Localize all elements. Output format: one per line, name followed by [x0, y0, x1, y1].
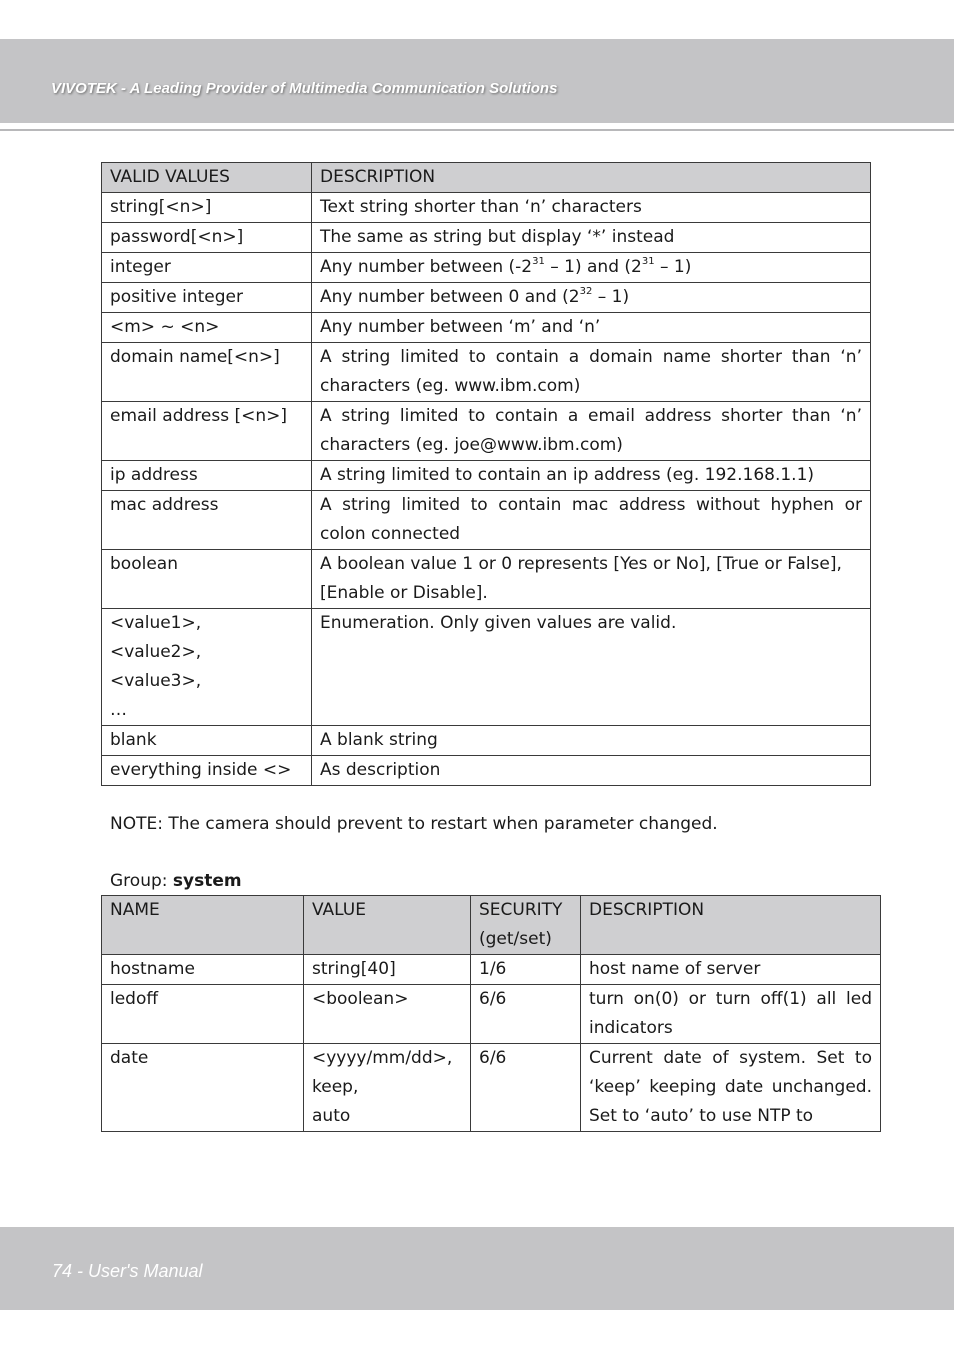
- column-header: DESCRIPTION: [581, 896, 881, 955]
- description-cell: A boolean value 1 or 0 represents [Yes or No], [True or False], [Enable or Disable].: [312, 550, 871, 609]
- table-row: [102, 491, 871, 550]
- group-name: system: [172, 871, 242, 891]
- value-cell: <yyyy/mm/dd>, keep, auto: [304, 1044, 471, 1132]
- description-cell: Text string shorter than ‘n’ characters: [312, 193, 871, 223]
- table-row: [102, 343, 871, 402]
- description-cell: A string limited to contain a domain name shorter than ‘n’ characters (eg. www.ibm.com): [312, 343, 871, 402]
- value-cell: password[<n>]: [102, 223, 312, 253]
- description-cell: host name of server: [581, 955, 881, 985]
- table-row: [102, 726, 871, 756]
- description-cell: Enumeration. Only given values are valid.: [312, 609, 871, 726]
- table-header-row: [102, 896, 881, 955]
- value-cell: email address [<n>]: [102, 402, 312, 461]
- value-cell: <value1>, <value2>, <value3>, …: [102, 609, 312, 726]
- footer-page-label: 74 - User's Manual: [52, 1261, 203, 1281]
- table-row: [102, 253, 871, 283]
- value-cell: everything inside <>: [102, 756, 312, 786]
- description-cell: As description: [312, 756, 871, 786]
- value-cell: ip address: [102, 461, 312, 491]
- name-cell: hostname: [102, 955, 304, 985]
- header-title: VIVOTEK - A Leading Provider of Multimedia Communication Solutions: [51, 80, 558, 97]
- system-group-table: [101, 895, 881, 1132]
- group-heading: [110, 868, 242, 894]
- table-row: [102, 313, 871, 343]
- description-cell: A string limited to contain mac address without hyphen or colon connected: [312, 491, 871, 550]
- security-cell: 6/6: [471, 985, 581, 1044]
- description-cell: Current date of system. Set to ‘keep’ keeping date unchanged. Set to ‘auto’ to use NTP to: [581, 1044, 881, 1132]
- name-cell: date: [102, 1044, 304, 1132]
- value-cell: <m> ~ <n>: [102, 313, 312, 343]
- table-row: [102, 402, 871, 461]
- table-row: [102, 955, 881, 985]
- description-cell: A string limited to contain a email address shorter than ‘n’ characters (eg. joe@www.ibm.com): [312, 402, 871, 461]
- value-cell: boolean: [102, 550, 312, 609]
- table-row: [102, 193, 871, 223]
- column-header: SECURITY (get/set): [471, 896, 581, 955]
- value-cell: string[40]: [304, 955, 471, 985]
- name-cell: ledoff: [102, 985, 304, 1044]
- table-row: [102, 985, 881, 1044]
- table-row: [102, 550, 871, 609]
- column-header: VALID VALUES: [102, 163, 312, 193]
- description-cell: Any number between $(-2^{31} - 1)$ and $(2^{31} - 1)$: [312, 253, 871, 283]
- table-row: [102, 461, 871, 491]
- description-cell: A blank string: [312, 726, 871, 756]
- note-text: NOTE: The camera should prevent to restart when parameter changed.: [110, 814, 718, 834]
- description-cell: Any number between ‘m’ and ‘n’: [312, 313, 871, 343]
- column-header: NAME: [102, 896, 304, 955]
- table-row: [102, 223, 871, 253]
- security-cell: 1/6: [471, 955, 581, 985]
- value-cell: string[<n>]: [102, 193, 312, 223]
- valid-values-table: [101, 162, 871, 786]
- security-cell: 6/6: [471, 1044, 581, 1132]
- value-cell: mac address: [102, 491, 312, 550]
- description-cell: Any number between 0 and $(2^{32} - 1)$: [312, 283, 871, 313]
- table-row: [102, 756, 871, 786]
- table-row: [102, 283, 871, 313]
- value-cell: blank: [102, 726, 312, 756]
- group-label: Group:: [110, 871, 168, 891]
- column-header: DESCRIPTION: [312, 163, 871, 193]
- value-cell: <boolean>: [304, 985, 471, 1044]
- table-row: [102, 609, 871, 726]
- column-header: VALUE: [304, 896, 471, 955]
- value-cell: positive integer: [102, 283, 312, 313]
- table-header-row: [102, 163, 871, 193]
- value-cell: domain name[<n>]: [102, 343, 312, 402]
- table-row: [102, 1044, 881, 1132]
- header-divider: [0, 129, 954, 131]
- description-cell: The same as string but display ‘*’ instead: [312, 223, 871, 253]
- value-cell: integer: [102, 253, 312, 283]
- description-cell: A string limited to contain an ip address (eg. 192.168.1.1): [312, 461, 871, 491]
- description-cell: turn on(0) or turn off(1) all led indicators: [581, 985, 881, 1044]
